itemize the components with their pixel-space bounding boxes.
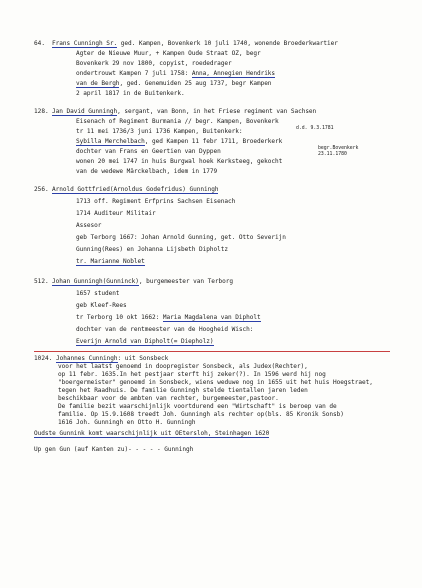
footer-origin-note: Oudste Gunnink komt waarschijnlijk uit OEtersloh, Steinhagen 1620 bbox=[34, 430, 270, 437]
footer-line bbox=[34, 430, 269, 438]
entry-number: 128. bbox=[34, 108, 49, 115]
person-name: Jan David Gunningh bbox=[52, 108, 118, 115]
entry-line: tr Terborg 10 okt 1662: Maria Magdalena van Dipholt bbox=[76, 314, 261, 321]
entry-line: Frans Cunningh Sr. ged. Kampen, Bovenkerk 10 juli 1740, wonende Broederkwartier bbox=[52, 40, 338, 47]
entry-line: van de wedewe Märckelbach, idem in 1779 bbox=[76, 168, 218, 175]
entry-line: Agter de Nieuwe Muur, + Kampen Oude Straat OZ, begr bbox=[76, 50, 261, 57]
person-name: Maria Magdalena van Dipholt bbox=[162, 314, 261, 321]
red-separator bbox=[34, 351, 390, 352]
person-name: Anna, Annegien Hendriks bbox=[191, 70, 276, 77]
entry-line: ondertrouwt Kampen 7 juli 1758: Anna, Annegien Hendriks bbox=[76, 70, 276, 77]
handwritten-note: d.d. 9.3.1781 bbox=[296, 126, 334, 131]
entry-line: "boergermeister" genoemd in Sonsbeck, wiens weduwe nog in 1655 uit het huis Hoegstraet, bbox=[58, 379, 373, 386]
person-name: Arnold Gottfried(Arnoldus Godefridus) Gunningh bbox=[52, 186, 219, 193]
entry-line bbox=[52, 186, 218, 194]
entry-line: Gunning(Rees) en Johanna Lijsbeth Dipholtz bbox=[76, 246, 228, 253]
entry-line bbox=[76, 338, 214, 346]
entry-number: 512. bbox=[34, 278, 49, 285]
entry-number: 256. bbox=[34, 186, 49, 193]
entry-line: Sybilla Merchelbach, ged Kampen 11 febr 1711, Broederkerk bbox=[76, 138, 283, 145]
person-name: van de Bergh bbox=[76, 80, 120, 87]
entry-line: 1657 student bbox=[76, 290, 120, 297]
entry-line: op 11 febr. 1635.In het pestjaar sterft hij zeker(?). In 1596 werd hij nog bbox=[58, 371, 326, 378]
entry-line: De familie bezit waarschijnlijk voortdurend een "Wirtschaft" is beroep van de bbox=[58, 403, 337, 410]
entry-line: familie. Op 15.9.1608 treedt Joh. Gunningh als rechter op(bls. 85 Kronik Sonsb) bbox=[58, 411, 344, 418]
entry-line: tr 11 mei 1736/3 juni 1736 Kampen, Buitenkerk: bbox=[76, 128, 243, 135]
entry-line: 2 april 1817 in de Buitenkerk. bbox=[76, 90, 185, 97]
entry-line: wonen 20 mei 1747 in huis Burgwal hoek Kerksteeg, gekocht bbox=[76, 158, 283, 165]
entry-line: Jan David Gunningh, sergant, van Bonn, in het Friese regiment van Sachsen bbox=[52, 108, 317, 115]
entry-line bbox=[76, 258, 145, 266]
person-name: Johan Gunningh(Gunninck) bbox=[52, 278, 139, 285]
entry-line: Eisenach of Regiment Burmania // begr. Kampen, Bovenkerk bbox=[76, 118, 279, 125]
entry-number: 64. bbox=[34, 40, 46, 47]
entry-line: geb Terborg 1667: Johan Arnold Gunning, get. Otto Severijn bbox=[76, 234, 286, 241]
handwritten-note: 23.11.1780 bbox=[318, 152, 347, 157]
entry-line: 1713 off. Regiment Erfprins Sachsen Eisenach bbox=[76, 198, 236, 205]
entry-line: dochter van Frans en Geertien van Dyppen bbox=[76, 148, 221, 155]
person-name: Sybilla Merchelbach bbox=[76, 138, 145, 145]
person-name: Everijn Arnold van Dipholt(= Diepholz) bbox=[76, 338, 214, 345]
entry-line: Bovenkerk 29 nov 1800, copyist, roededrager bbox=[76, 60, 232, 67]
entry-line: dochter van de rentmeester van de Hoogheid Wisch: bbox=[76, 326, 254, 333]
entry-line: beschikbaar voor de ambten van rechter, burgemeester,pastoor. bbox=[58, 395, 279, 402]
footer-line: Up gen Gun (auf Kanten zu)- - - - - Gunningh bbox=[34, 446, 194, 453]
entry-line: 1714 Auditeur Militair bbox=[76, 210, 156, 217]
entry-line: van de Bergh, ged. Genemuiden 25 aug 1737, begr Kampen bbox=[76, 80, 272, 87]
entry-line: tegen het Raadhuis. De familie Gunningh stelde tientallen jaren leden bbox=[58, 387, 308, 394]
entry-line: Johan Gunningh(Gunninck), burgemeester van Terborg bbox=[52, 278, 233, 285]
entry-line: geb Kleef-Rees bbox=[76, 302, 127, 309]
handwritten-note: begr.Bovenkerk bbox=[318, 146, 359, 151]
entry-number: 1024. bbox=[34, 355, 53, 362]
person-name: tr. Marianne Noblet bbox=[76, 258, 145, 265]
person-name: Johannes Cunningh bbox=[56, 355, 118, 362]
person-name: Frans Cunningh Sr. bbox=[52, 40, 118, 47]
entry-line: voor het laatst genoemd in doopregister Sonsbeck, als Judex(Rechter), bbox=[58, 363, 308, 370]
entry-line: Assesor bbox=[76, 222, 102, 229]
entry-line: Johannes Cunningh: uit Sonsbeck bbox=[56, 355, 169, 362]
entry-line: 1616 Joh. Gunningh en Otto H. Gunningh bbox=[58, 419, 196, 426]
